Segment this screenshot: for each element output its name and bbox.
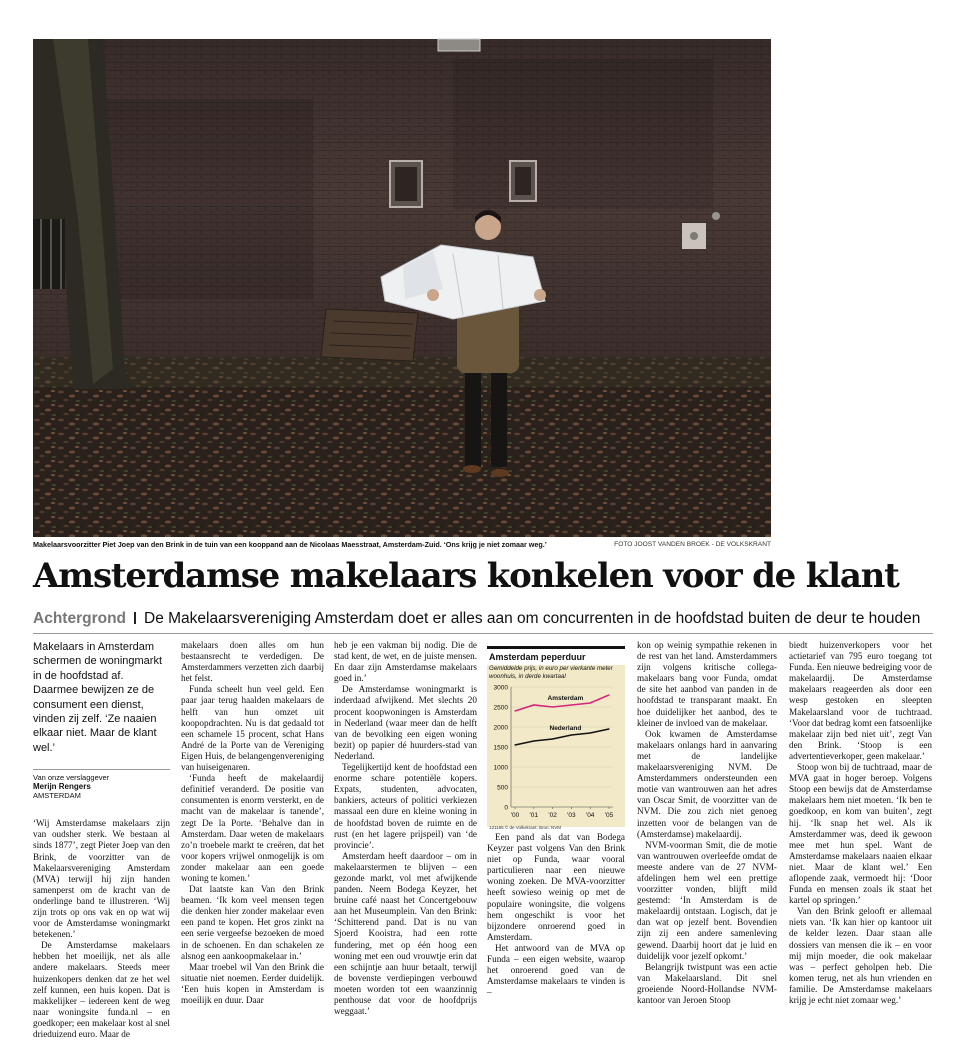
y-tick-label: 1000 <box>493 764 508 772</box>
paragraph: De Amsterdamse woningmarkt is inderdaad afwijkend. Met slechts 20 procent koopwoningen is Amsterdam in Nederland (waar meer dan de helft van de bevolking een eigen woning bezit) op papier dé huurders-stad van Nederland. <box>334 684 477 761</box>
subhead-rule <box>33 633 933 634</box>
article-photo <box>33 39 771 537</box>
paragraph: Het antwoord van de MVA op Funda – een eigen website, waarop het onroerend goed van de Amsterdamse makelaars te vinden is – <box>487 942 625 998</box>
paragraph: Amsterdam heeft daardoor – om in makelaarstermen te blijven – een gezonde markt, vol met afwijkende panden. Neem Bodega Keyzer, het bruine café naast het Concertgebouw aan het Museumplein. Van den Brink: ‘Schitterend pand. Dat is nu van Sjoerd Kooistra, had een rotte fundering, met op één hoog een woning met een oud vrouwtje erin dat een schijntje aan huur betaalt, terwijl de bovenste verdiepingen verbouwd moeten worden tot een waanzinnig penthouse dat voor de hoofdprijs weggaat.’ <box>334 850 477 1017</box>
paragraph: Van den Brink gelooft er allemaal niets van. ‘Ik kan hier op kantoor uit de kelder lezen. Daar staan alle dossiers van mensen die ik – en voor mij mijn moeder, die ook makelaar was – perfect geholpen heb. Die komen terug, net als hun vrienden en familie. De Amsterdamse makelaars krijg je echt niet zomaar weg.’ <box>789 906 932 1005</box>
subhead-kicker: Achtergrond <box>33 610 126 627</box>
byline-name: Merijn Rengers <box>33 782 91 792</box>
y-tick-label: 3000 <box>493 684 508 692</box>
paragraph: NVM-voorman Smit, die de motie van wantrouwen overleefde omdat de meeste andere van de 27 NVM-afdelingen hem wel een prettige voorzitter vonden, blijft mild gestemd: ‘In Amsterdam is de makelaardij ontstaan. Logisch, dat je dan wat op jezelf bent. Bovendien zijn zij een andere samenleving gewend. Daarbij hoort dat je luid en duidelijk voor jezelf opkomt.’ <box>637 839 777 961</box>
paragraph: Maar troebel wil Van den Brink die situatie niet noemen. Eerder duidelijk. ‘Een huis kopen in Amsterdam is moeilijk en duur. Daar <box>181 961 324 1005</box>
paragraph: De Amsterdamse makelaars hebben het moeilijk, net als alle andere makelaars. Steeds meer huizenkopers denken dat ze het wel zelf kunnen, een huis kopen. Dat is makkelijker – iedereen kent de weg naar woningsite funda.nl – en goedkoper; een makelaar kost al snel drieduizend euro. Maar de <box>33 940 170 1040</box>
paragraph: Funda scheelt hun veel geld. Een paar jaar terug haalden makelaars de helft van hun omzet uit koopopdrachten. Nu is dat gedaald tot een schamele 15 procent, schat Hans André de la Porte van de Vereniging Eigen Huis, de belangengenvereniging van huiseigenaren. <box>181 684 324 773</box>
x-tick-label: '03 <box>567 812 576 819</box>
chart-subtitle: Gemiddelde prijs, in euro per vierkante meter woonhuis, in derde kwartaal <box>487 665 625 681</box>
intro: Makelaars in Amsterdam schermen de woningmarkt in de hoofdstad af. Daarmee bewijzen ze de consument een dienst, vinden zij zelf. ‘Ze naaien elkaar niet. Maar de klant wel.’ <box>33 641 163 754</box>
chart-source: 121165 © de Volkskrant; Bron: NVM <box>489 825 562 830</box>
data-point-amsterdam <box>608 694 609 695</box>
data-point-amsterdam <box>552 706 553 707</box>
column-3 <box>334 640 477 1018</box>
photo-credit: FOTO JOOST VANDEN BROEK - DE VOLKSKRANT <box>614 541 771 548</box>
column-1 <box>33 640 170 1040</box>
data-point-amsterdam <box>514 710 515 711</box>
subhead-separator <box>134 612 136 624</box>
y-tick-label: 500 <box>497 784 508 792</box>
paragraph: Een pand als dat van Bodega Keyzer past volgens Van den Brink niet op Funda, waar vooral particulieren naar een nieuwe woning zoeken. De MVA-voorzitter heeft sowieso weinig op met de populaire woningsite, die volgens hem ongeschikt is voor het bijzondere onroerend goed in Amsterdam. <box>487 832 625 942</box>
data-point-amsterdam <box>590 702 591 703</box>
subhead-text: De Makelaarsvereniging Amsterdam doet er alles aan om concurrenten in de hoofdstad buiten de deur te houden <box>144 610 921 627</box>
paragraph: Ook kwamen de Amsterdamse makelaars onlangs hard in aanvaring met de landelijke makelaarsvereniging NVM. De Amsterdammers ondersteunden een motie van wantrouwen aan het adres van Oscar Smit, de voorzitter van de NVM. Die zou zich niet genoeg inzetten voor de belangen van de (Amsterdamse) makelaardij. <box>637 728 777 839</box>
series-label-nederland: Nederland <box>549 725 582 732</box>
x-tick-label: '05 <box>604 812 614 819</box>
column-6 <box>789 640 932 1018</box>
paragraph: Belangrijk twistpunt was een actie van Makelaarsland. Dit snel groeiende Noord-Hollandse NVM-kantoor van Jeroen Stoop <box>637 961 777 1005</box>
byline-place: AMSTERDAM <box>33 791 81 801</box>
chart-title: Amsterdam peperduur <box>489 652 586 662</box>
y-tick-label: 2000 <box>493 724 508 732</box>
data-point-nederland <box>552 738 553 739</box>
subhead <box>33 608 933 630</box>
paragraph: ‘Wij Amsterdamse makelaars zijn van oudsher sterk. We bestaan al sinds 1877’, zegt Pieter Joep van den Brink, de voorzitter van de Makelaarsvereniging Amsterdam (MVA) terwijl hij zijn handen samenperst om de kracht van de onderlinge band te illustreren. ‘Wij zijn trots op ons vak en op wat wij voor de Amsterdamse woningmarkt betekenen.’ <box>33 818 170 940</box>
data-point-amsterdam <box>571 704 572 705</box>
x-tick-label: '02 <box>548 812 557 819</box>
column-4 <box>487 832 625 1018</box>
chart-plot <box>487 681 625 827</box>
y-tick-label: 1500 <box>493 744 508 752</box>
x-tick-label: '01 <box>529 812 539 819</box>
x-tick-label: '00 <box>510 812 520 819</box>
headline: Amsterdamse makelaars konkelen voor de klant <box>33 556 899 596</box>
y-tick-label: 0 <box>504 804 508 812</box>
data-point-nederland <box>608 728 609 729</box>
byline <box>33 769 170 800</box>
paragraph: Stoop won bij de tuchtraad, maar de MVA gaat in hoger beroep. Volgens Stoop een bewijs dat de Amsterdamse makelaars hem niet moeten. ‘Ik ben te goedkoop, en kom van buiten’, zegt hij. ‘Ik snap het wel. Als ik Amsterdammer was, deed ik gewoon mee met hun spel. Want de Amsterdamse makelaars naaien elkaar niet. Maar de klant wel.’ Een aflopende zaak, vermoedt hij: ‘Door Funda en mensen zoals ik staat het kartel op springen.’ <box>789 762 932 906</box>
column-5 <box>637 640 777 1018</box>
paragraph: Tegelijkertijd kent de hoofdstad een enorme schare potentiële kopers. Expats, studenten, advocaten, bankiers, acteurs of politici verkiezen massaal een dure en kleine woning in de hoofdstad boven de ruimte en de rust (en het lagere prijspeil) van ‘de provincie’. <box>334 762 477 850</box>
byline-label: Van onze verslaggever <box>33 773 110 783</box>
data-point-nederland <box>571 734 572 735</box>
price-chart <box>487 646 625 831</box>
paragraph: biedt huizenverkopers voor het actietarief van 795 euro toegang tot Funda. Een nieuwe bedreiging voor de makelaardij. De Amsterdamse makelaars reageerden als door een wesp gestoken en sleepten Makelaarsland voor de tuchtraad. ‘Voor dat bedrag komt een fatsoenlijke makelaar zijn bed niet uit’, zegt Van den Brink. ‘Stoop is een advertentieverkoper, geen makelaar.’ <box>789 640 932 761</box>
paragraph: Dat laatste kan Van den Brink beamen. ‘Ik kom veel mensen tegen die denken hier zonder makelaar even een pand te kopen. Het gros zinkt na een serie vergeefse bezoeken de moed in de schoenen. En dan schakelen ze alsnog een aankoopmakelaar in.’ <box>181 884 324 961</box>
series-label-amsterdam: Amsterdam <box>547 695 584 702</box>
data-point-nederland <box>590 732 591 733</box>
photo-illustration <box>33 39 771 537</box>
paragraph: ‘Funda heeft de makelaardij definitief veranderd. De positie van consumenten is enorm versterkt, en de macht van de makelaar is tanende’, zegt De la Porte. ‘Behalve dan in Amsterdam. Daar weten de makelaars zo’n troebele markt te creëren, dat het voor kopers vrijwel onmogelijk is om zonder makelaar aan een goede woning te komen.’ <box>181 773 324 883</box>
data-point-nederland <box>533 740 534 741</box>
data-point-amsterdam <box>533 704 534 705</box>
photo-caption: Makelaarsvoorzitter Piet Joep van den Brink in de tuin van een kooppand aan de Nicolaas Maesstraat, Amsterdam-Zuid. ‘Ons krijg je niet zomaar weg.’ <box>33 540 547 549</box>
column-2 <box>181 640 324 1018</box>
data-point-nederland <box>514 744 515 745</box>
paragraph: kon op weinig sympathie rekenen in de rest van het land. Amsterdammers zijn volgens kritische collega-makelaars bang voor Funda, omdat de site het aanbod van panden in de hoofdstad te transparant maakt. En hoe duidelijker het aanbod, des te kleiner de invloed van de makelaar. <box>637 640 777 728</box>
paragraph: heb je een vakman bij nodig. Die de stad kent, de wet, en de juiste mensen. En daar zijn Amsterdamse makelaars goed in.’ <box>334 640 477 684</box>
paragraph: makelaars doen alles om hun bestaansrecht te verdedigen. De Amsterdammers verzetten zich daarbij het felst. <box>181 640 324 684</box>
y-tick-label: 2500 <box>493 704 508 712</box>
x-tick-label: '04 <box>585 812 595 819</box>
